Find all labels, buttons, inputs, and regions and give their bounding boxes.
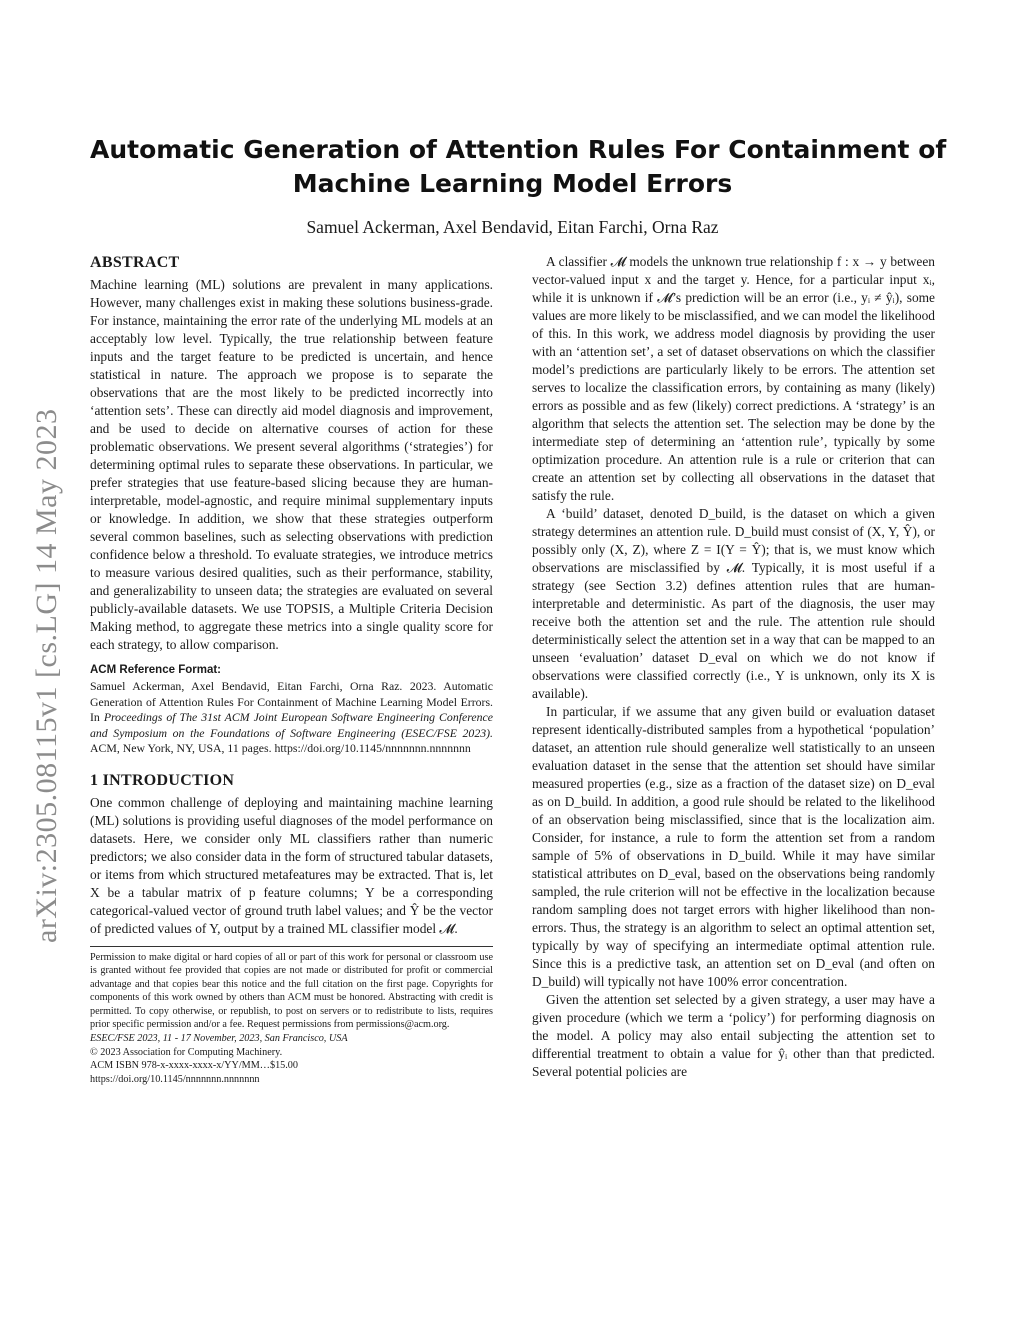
introduction-heading: 1 INTRODUCTION <box>90 771 235 789</box>
body-paragraph-2: A ‘build’ dataset, denoted D_build, is the dataset on which a given strategy determines an attention rule. D_build must consist of (X, Y, Ŷ), or possibly only (X, Z), where Z = I(Y = Ŷ); that is, we must know which observations are misclassified by 𝓜. Typically, it is most useful if a strategy (see Section 3.2) defines attention rules that are human-interpretable and deterministic. As part of the diagnosis, the user may receive both the attention set and the rule. The attention rule should deterministically select the attention set in a way that can be mapped to an unseen ‘evaluation’ dataset D_eval on which we do not know if observations were classified correctly (i.e., Y is unknown, only its X is available). <box>532 506 935 701</box>
doi-link[interactable]: https://doi.org/10.1145/nnnnnnn.nnnnnnn <box>90 1073 260 1085</box>
paper-title <box>90 133 947 201</box>
acm-reference-authors: Samuel Ackerman, Axel Bendavid, Eitan Farchi, Orna Raz. 2023. Automatic Generation of Attention Rules For Containment of Machine Learning Model Errors. In <box>90 679 493 724</box>
acm-reference-heading: ACM Reference Format: <box>90 664 221 676</box>
title-line-2: Machine Learning Model Errors <box>292 169 733 198</box>
left-column <box>90 253 493 1086</box>
permission-notice <box>90 951 493 1087</box>
acm-reference-text <box>90 679 493 757</box>
conference-venue: ESEC/FSE 2023, 11 - 17 November, 2023, San Francisco, USA <box>90 1033 348 1045</box>
acm-reference-doi[interactable]: ACM, New York, NY, USA, 11 pages. https://doi.org/10.1145/nnnnnnn.nnnnnnn <box>90 741 471 755</box>
acm-reference-proceedings: Proceedings of The 31st ACM Joint European Software Engineering Conference and Symposium on the Foundations of Software Engineering (ESEC/FSE 2023). <box>90 710 493 740</box>
introduction-paragraph-1: One common challenge of deploying and maintaining machine learning (ML) solutions is providing useful diagnoses of the model performance on datasets. Here, we consider only ML classifiers rather than numeric predictors; we also consider data in the form of structured tabular datasets, or items from which structured metafeatures may be extracted. That is, let X be a tabular matrix of p feature columns; Y be a corresponding categorical-valued vector of ground truth label values; and Ŷ be the vector of predicted values of Y, output by a trained ML classifier model 𝓜. <box>90 794 493 936</box>
isbn-line: ACM ISBN 978-x-xxxx-xxxx-x/YY/MM…$15.00 <box>90 1060 298 1072</box>
title-line-1: Automatic Generation of Attention Rules For Containment of <box>90 135 947 164</box>
body-paragraph-1: A classifier 𝓜 models the unknown true relationship f : x → y between vector-valued input x and the target y. Hence, for a particular input xᵢ, while it is unknown if 𝓜’s prediction will be an error (i.e., yᵢ ≠ ŷᵢ), some values are more likely to be misclassified, and we can model the likelihood of this. In this work, we address model diagnosis by providing the user with an ‘attention set’, a set of dataset observations on which the classifier model’s predictions are particularly likely to be errors. The attention set serves to localize the classification errors, by containing as many (likely) errors as possible and as few (likely) correct predictions. A ‘strategy’ is an algorithm that selects the attention set. The selection may be done by the intermediate step of determining an ‘attention rule’, typically by some optimization procedure. An attention rule is a rule or criterion that can create an attention set by collecting all observations in the dataset that satisfy the rule. <box>532 254 935 503</box>
footnote-divider <box>90 946 493 947</box>
arxiv-identifier-stamp: arXiv:2305.08115v1 [cs.LG] 14 May 2023 <box>30 408 63 943</box>
author-list: Samuel Ackerman, Axel Bendavid, Eitan Farchi, Orna Raz <box>306 217 719 237</box>
body-paragraph-4: Given the attention set selected by a given strategy, a user may have a given procedure (which we term a ‘policy’) for performing diagnosis on the model. A policy may also entail subjecting the attention set to differential treatment to obtain a value for ŷᵢ other than that predicted. Several potential policies are <box>532 992 935 1079</box>
copyright-line: © 2023 Association for Computing Machinery. <box>90 1046 283 1058</box>
permission-text: Permission to make digital or hard copies of all or part of this work for personal or classroom use is granted without fee provided that copies are not made or distributed for profit or commercial advantage and that copies bear this notice and the full citation on the first page. Copyrights for components of this work owned by others than ACM must be honored. Abstracting with credit is permitted. To copy otherwise, or republish, to post on servers or to redistribute to lists, requires prior specific permission and/or a fee. Request permissions from permissions@acm.org. <box>90 951 493 1031</box>
abstract-text: Machine learning (ML) solutions are prevalent in many applications. However, many challenges exist in making these solutions business-grade. For instance, maintaining the error rate of the underlying ML models at an acceptably low level. Typically, the true relationship between feature inputs and the target feature to be predicted is uncertain, and hence statistical in nature. The approach we propose is to separate the observations that are the most likely to be predicted incorrectly into ‘attention sets’. These can directly aid model diagnosis and improvement, and be used to decide on alternative courses of action for these problematic observations. We present several algorithms (‘strategies’) for determining optimal rules to separate these observations. In particular, we prefer strategies that use feature-based slicing because they are human-interpretable, model-agnostic, and require minimal supplementary inputs or knowledge. In addition, we show that these strategies outperform several common baselines, such as selecting observations with prediction confidence below a threshold. To evaluate strategies, we introduce metrics to measure various desired qualities, such as their performance, stability, and generalizability to unseen data; the strategies are evaluated on several publicly-available datasets. We use TOPSIS, a Multiple Criteria Decision Making method, to aggregate these metrics into a single quality score for each strategy, to allow comparison. <box>90 277 493 652</box>
body-paragraph-3: In particular, if we assume that any given build or evaluation dataset represent identically-distributed samples from a hypothetical ‘population’ dataset, an attention rule should generalize well statistically to an unseen evaluation dataset in the sense that the attention set should have similar measured properties (e.g., size as a fraction of the dataset size) on D_eval as on D_build. In addition, a good rule should be related to the likelihood of an observation being misclassified, since that is the localization aim. Consider, for instance, a rule to form the attention set from a random sample of 5% of observations in D_build. While it may have similar statistical attributes on D_eval, based on the observations being randomly sampled, the rule criterion will not be effective in the localization because random sampling does not target errors with higher likelihood than non-errors. Thus, the strategy is an algorithm to select an optimal attention set, typically by way of specifying an intermediate optimal attention rule. Since this is a predictive task, an attention set on D_eval (and often on D_build) will typically not have 100% error concentration. <box>532 704 935 989</box>
abstract-heading: ABSTRACT <box>90 254 180 271</box>
right-column <box>532 253 935 1081</box>
acm-reference-block <box>90 662 493 757</box>
